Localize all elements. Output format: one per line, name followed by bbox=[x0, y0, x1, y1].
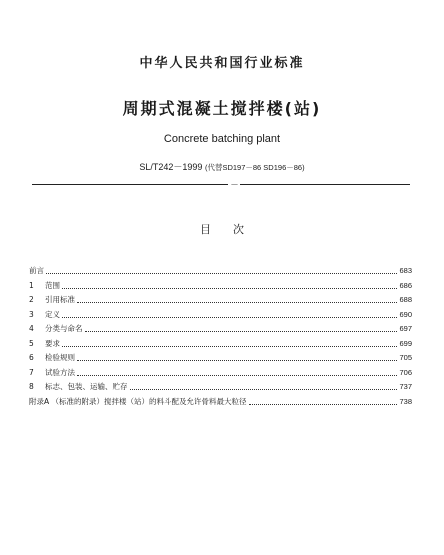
toc-label: 前言 bbox=[29, 266, 44, 275]
toc-heading: 目次 bbox=[200, 223, 266, 236]
toc-label: 要求 bbox=[45, 338, 60, 348]
toc-row[interactable] bbox=[29, 280, 412, 295]
toc-page: 690 bbox=[399, 309, 412, 319]
toc-leader bbox=[46, 273, 397, 274]
toc-row[interactable] bbox=[29, 367, 412, 382]
replaces-note: (代替SD197－86 SD196－86) bbox=[204, 163, 305, 172]
toc-row[interactable] bbox=[29, 265, 412, 280]
divider-mark: — bbox=[231, 180, 238, 188]
divider-rule-left bbox=[32, 184, 228, 185]
toc-leader bbox=[130, 389, 398, 390]
toc-leader bbox=[77, 360, 397, 361]
toc-row[interactable] bbox=[29, 381, 412, 396]
toc-page: 699 bbox=[399, 338, 412, 348]
toc-leader bbox=[62, 346, 397, 347]
toc-page: 686 bbox=[399, 280, 412, 290]
toc-number: 6 bbox=[29, 353, 34, 362]
toc-row[interactable] bbox=[29, 309, 412, 324]
table-of-contents bbox=[29, 265, 412, 410]
toc-label: 标志、包装、运输、贮存 bbox=[45, 382, 128, 391]
toc-label: 范围 bbox=[45, 280, 60, 290]
toc-label: 试验方法 bbox=[45, 367, 75, 377]
toc-leader bbox=[77, 302, 397, 303]
toc-page: 737 bbox=[399, 382, 412, 391]
toc-page: 705 bbox=[399, 353, 412, 362]
divider-rule-right bbox=[240, 184, 410, 185]
toc-label: 分类与命名 bbox=[45, 324, 83, 333]
toc-page: 683 bbox=[399, 266, 412, 275]
english-title: Concrete batching plant bbox=[163, 133, 281, 145]
toc-number: 1 bbox=[29, 280, 34, 290]
document-title: 周期式混凝土搅拌楼(站) bbox=[122, 99, 322, 118]
toc-number: 3 bbox=[29, 309, 34, 319]
toc-page: 738 bbox=[399, 396, 412, 406]
toc-row[interactable] bbox=[29, 396, 412, 411]
toc-leader bbox=[85, 331, 398, 332]
toc-page: 697 bbox=[399, 324, 412, 333]
toc-row[interactable] bbox=[29, 294, 412, 309]
toc-leader bbox=[62, 317, 397, 318]
toc-label: 引用标准 bbox=[45, 295, 75, 304]
toc-page: 688 bbox=[399, 295, 412, 304]
standard-number: SL/T242－1999 bbox=[139, 162, 203, 172]
toc-number: 7 bbox=[29, 367, 34, 377]
toc-page: 706 bbox=[399, 367, 412, 377]
toc-number: 5 bbox=[29, 338, 34, 348]
standard-organization: 中华人民共和国行业标准 bbox=[139, 56, 305, 71]
toc-row[interactable] bbox=[29, 323, 412, 338]
toc-leader bbox=[62, 288, 397, 289]
toc-label: 定义 bbox=[45, 309, 60, 319]
toc-label: 检验规则 bbox=[45, 353, 75, 362]
toc-label: 附录A （标准的附录）搅拌楼（站）的料斗配及允许骨料最大粒径 bbox=[29, 396, 247, 406]
standard-number-line bbox=[0, 160, 444, 173]
toc-number: 8 bbox=[29, 382, 34, 391]
toc-row[interactable] bbox=[29, 352, 412, 367]
toc-leader bbox=[249, 404, 398, 405]
toc-number: 2 bbox=[29, 295, 34, 304]
toc-number: 4 bbox=[29, 324, 34, 333]
toc-row[interactable] bbox=[29, 338, 412, 353]
toc-leader bbox=[77, 375, 397, 376]
